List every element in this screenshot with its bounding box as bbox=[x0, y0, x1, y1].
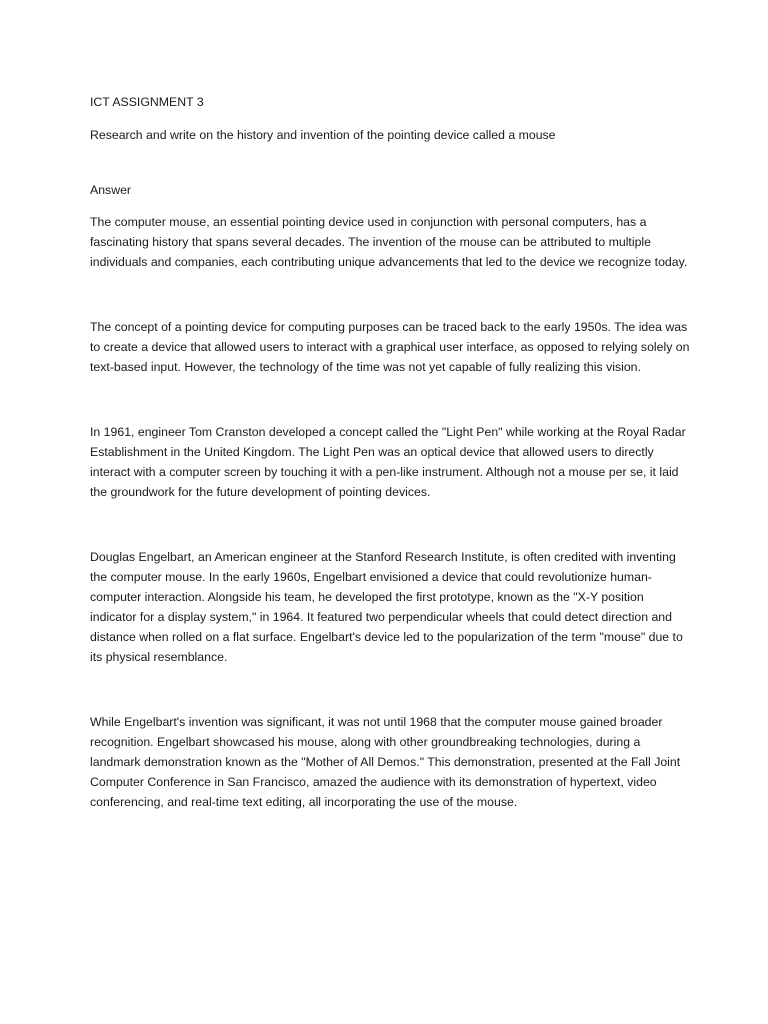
document-title: ICT ASSIGNMENT 3 bbox=[90, 95, 204, 109]
assignment-prompt: Research and write on the history and invention of the pointing device called a mouse bbox=[90, 128, 556, 142]
paragraph-intro: The computer mouse, an essential pointing device used in conjunction with personal computers, has a fascinating history that spans several decades. The invention of the mouse can be attributed to multiple individuals and companies, each contributing unique advancements that led to the device we recognize today. bbox=[90, 215, 688, 269]
paragraph-mother-of-all-demos: While Engelbart's invention was significant, it was not until 1968 that the computer mouse gained broader recognition. Engelbart showcased his mouse, along with other groundbreaking technologies, during a landmark demonstration known as the "Mother of All Demos." This demonstration, presented at the Fall Joint Computer Conference in San Francisco, amazed the audience with its demonstration of hypertext, video conferencing, and real-time text editing, all incorporating the use of the mouse. bbox=[90, 715, 681, 809]
paragraph-light-pen: In 1961, engineer Tom Cranston developed a concept called the "Light Pen" while working at the Royal Radar Establishment in the United Kingdom. The Light Pen was an optical device that allowed users to directly interact with a computer screen by touching it with a pen-like instrument. Although not a mouse per se, it laid the groundwork for the future development of pointing devices. bbox=[90, 425, 686, 499]
paragraph-engelbart: Douglas Engelbart, an American engineer at the Stanford Research Institute, is often credited with inventing the computer mouse. In the early 1960s, Engelbart envisioned a device that could revolutionize human-computer interaction. Alongside his team, he developed the first prototype, known as the "X-Y position indicator for a display system," in 1964. It featured two perpendicular wheels that could detect direction and distance when rolled on a flat surface. Engelbart's device led to the popularization of the term "mouse" due to its physical resemblance. bbox=[90, 550, 683, 664]
document-body bbox=[90, 92, 690, 812]
answer-heading: Answer bbox=[90, 183, 132, 197]
paragraph-concept: The concept of a pointing device for computing purposes can be traced back to the early 1950s. The idea was to create a device that allowed users to interact with a graphical user interface, as opposed to relying solely on text-based input. However, the technology of the time was not yet capable of fully realizing this vision. bbox=[90, 320, 690, 374]
